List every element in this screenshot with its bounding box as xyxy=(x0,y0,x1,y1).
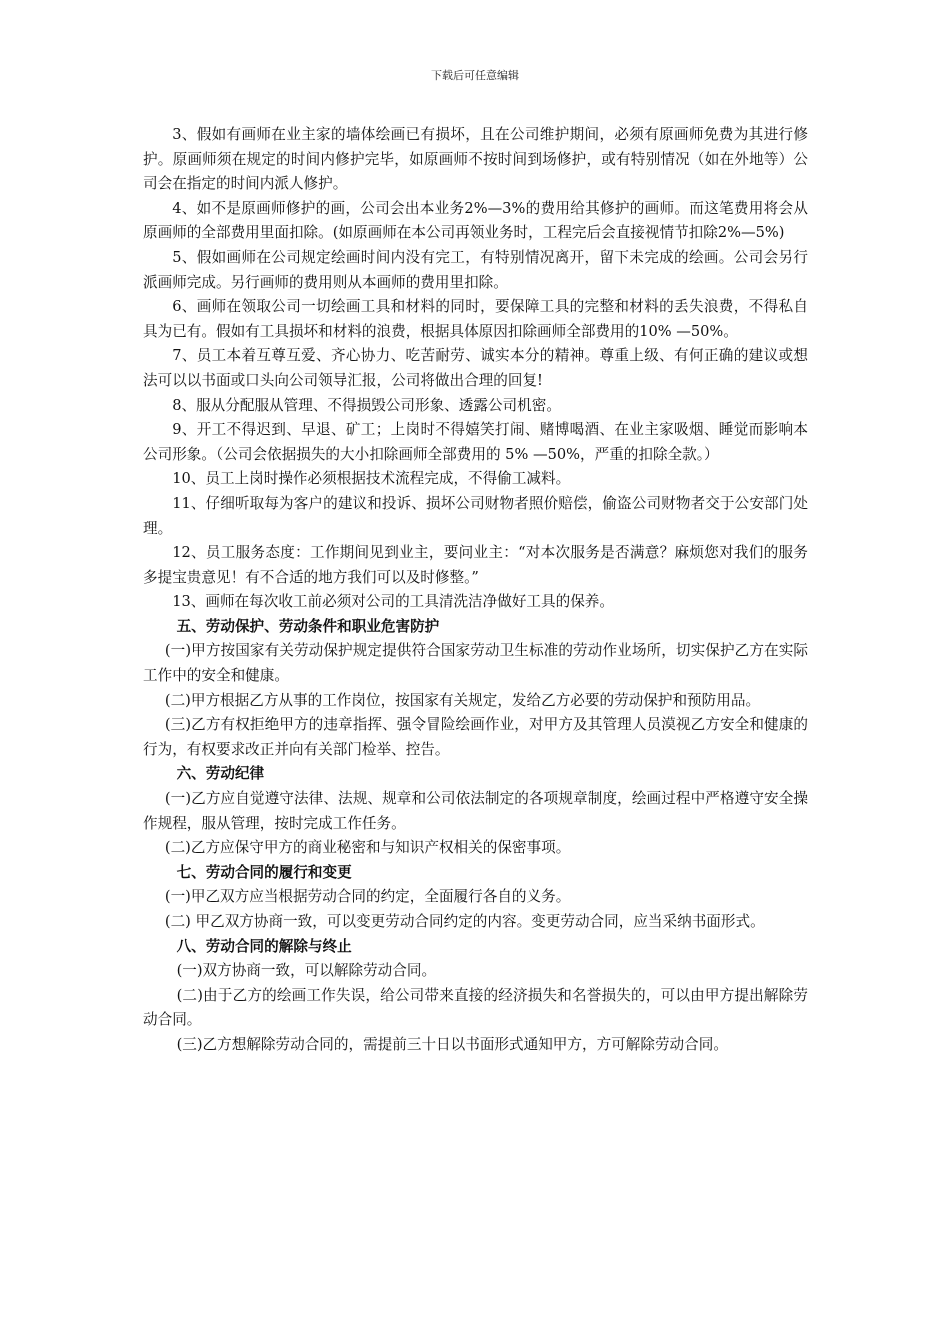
section-5-item-3: (三)乙方有权拒绝甲方的违章指挥、强令冒险绘画作业，对甲方及其管理人员漠视乙方安全和健康的行为，有权要求改正并向有关部门检举、控告。 xyxy=(143,716,808,758)
section-7-item-2: (二) 甲乙双方协商一致，可以变更劳动合同约定的内容。变更劳动合同，应当采纳书面形式。 xyxy=(164,913,765,930)
section-6-item-1: (一)乙方应自觉遵守法律、法规、规章和公司依法制定的各项规章制度，绘画过程中严格遵守安全操作规程，服从管理，按时完成工作任务。 xyxy=(143,790,808,832)
clause-7: 7、员工本着互尊互爱、齐心协力、吃苦耐劳、诚实本分的精神。尊重上级、有何正确的建议或想法可以以书面或口头向公司领导汇报，公司将做出合理的回复! xyxy=(143,347,808,389)
document-body xyxy=(143,123,808,1058)
section-5-item-1: (一)甲方按国家有关劳动保护规定提供符合国家劳动卫生标准的劳动作业场所，切实保护乙方在实际工作中的安全和健康。 xyxy=(143,642,808,685)
section-6-item-2: (二)乙方应保守甲方的商业秘密和与知识产权相关的保密事项。 xyxy=(164,839,571,857)
clause-8: 8、服从分配服从管理、不得损毁公司形象、透露公司机密。 xyxy=(172,396,561,414)
section-8-item-3: (三)乙方想解除劳动合同的，需提前三十日以书面形式通知甲方，方可解除劳动合同。 xyxy=(176,1035,728,1053)
clause-4: 4、如不是原画师修护的画，公司会出本业务2%—3%的费用给其修护的画师。而这笔费用将会从原画师的全部费用里面扣除。(如原画师在本公司再领业务时，工程完后会直接视情节扣除2%—5%) xyxy=(143,199,808,242)
clause-9: 9、开工不得迟到、早退、矿工；上岗时不得嬉笑打闹、赌博喝酒、在业主家吸烟、睡觉而影响本公司形象。（公司会依据损失的大小扣除画师全部费用的 5% —50%，严重的扣除全款。） xyxy=(143,421,808,463)
clause-13: 13、画师在每次收工前必须对公司的工具清洗洁净做好工具的保养。 xyxy=(172,593,614,611)
clause-3: 3、假如有画师在业主家的墙体绘画已有损坏，且在公司维护期间，必须有原画师免费为其进行修护。原画师须在规定的时间内修护完毕，如原画师不按时间到场修护，或有特别情况（如在外地等）公司会在指定的时间内派人修护。 xyxy=(143,126,808,193)
section-5-item-2: (二)甲方根据乙方从事的工作岗位，按国家有关规定，发给乙方必要的劳动保护和预防用品。 xyxy=(164,691,761,709)
section-heading-8: 八、劳动合同的解除与终止 xyxy=(176,937,352,955)
clause-12: 12、员工服务态度：工作期间见到业主，要问业主：“对本次服务是否满意？麻烦您对我们的服务多提宝贵意见！有不合适的地方我们可以及时修整。” xyxy=(143,544,808,586)
page-header: 下载后可任意编辑 xyxy=(431,69,519,82)
section-8-item-2: (二)由于乙方的绘画工作失误，给公司带来直接的经济损失和名誉损失的，可以由甲方提出解除劳动合同。 xyxy=(143,986,808,1029)
clause-10: 10、员工上岗时操作必须根据技术流程完成，不得偷工减料。 xyxy=(172,470,571,488)
clause-6: 6、画师在领取公司一切绘画工具和材料的同时，要保障工具的完整和材料的丢失浪费，不得私自具为已有。假如有工具损坏和材料的浪费，根据具体原因扣除画师全部费用的10% —50%。 xyxy=(143,298,808,340)
clause-11: 11、仔细听取每为客户的建议和投诉、损坏公司财物者照价赔偿，偷盗公司财物者交于公安部门处理。 xyxy=(143,494,808,537)
clause-5: 5、假如画师在公司规定绘画时间内没有完工，有特别情况离开，留下未完成的绘画。公司会另行派画师完成。另行画师的费用则从本画师的费用里扣除。 xyxy=(143,248,808,291)
section-heading-6: 六、劳动纪律 xyxy=(176,765,265,783)
section-heading-7: 七、劳动合同的履行和变更 xyxy=(176,863,352,881)
section-heading-5: 五、劳动保护、劳动条件和职业危害防护 xyxy=(176,617,440,635)
section-8-item-1: (一)双方协商一致，可以解除劳动合同。 xyxy=(176,962,437,980)
section-7-item-1: (一)甲乙双方应当根据劳动合同的约定，全面履行各自的义务。 xyxy=(164,888,571,906)
